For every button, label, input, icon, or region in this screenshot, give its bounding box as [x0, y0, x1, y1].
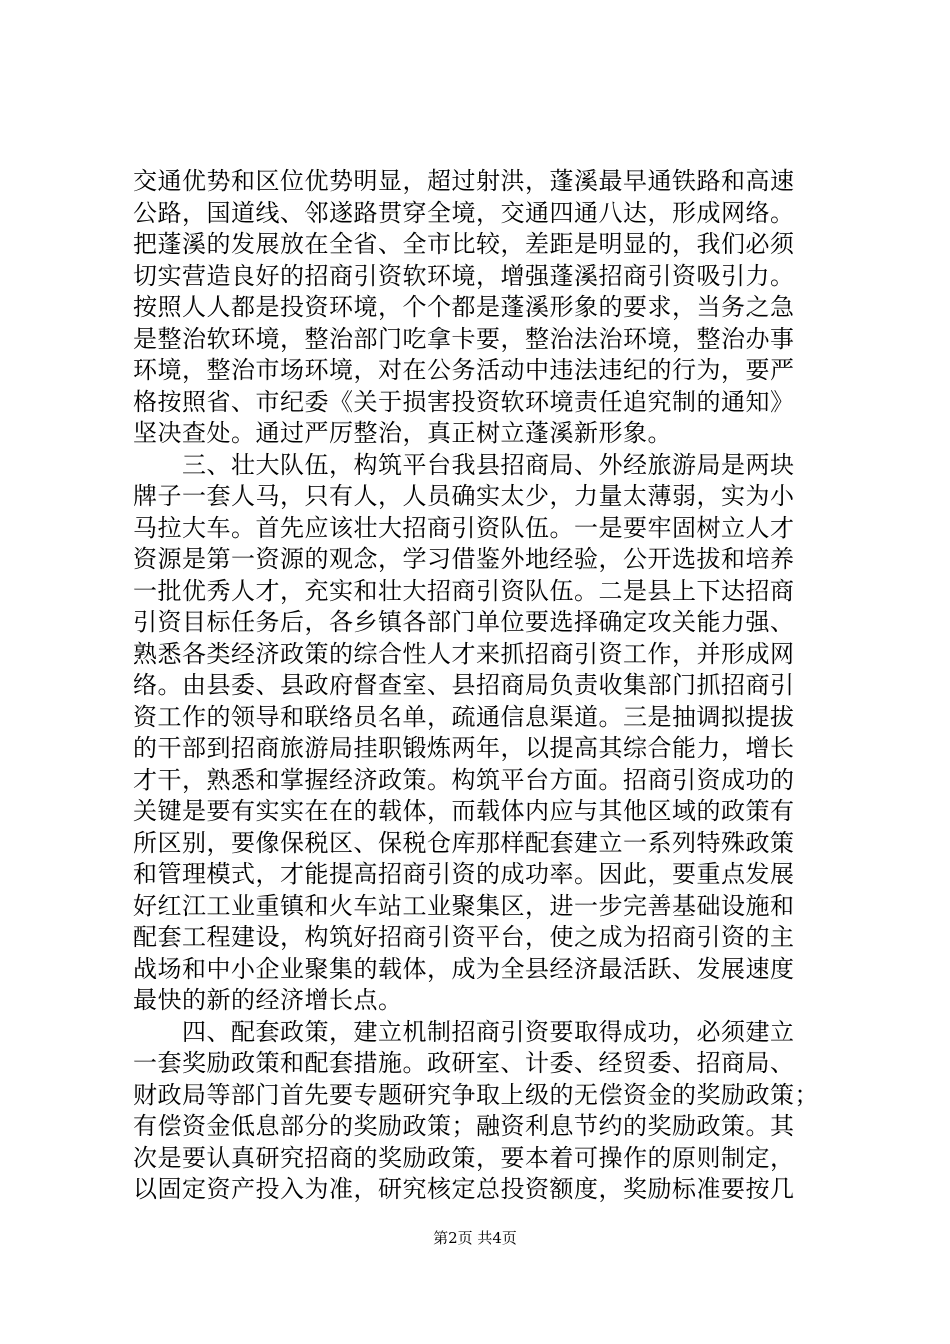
- text-line: 牌子一套人马，只有人，人员确实太少，力量太薄弱，实为小: [133, 482, 795, 510]
- text-line: 三、壮大队伍，构筑平台我县招商局、外经旅游局是两块: [133, 450, 795, 479]
- text-line: 格按照省、市纪委《关于损害投资软环境责任追究制的通知》: [133, 387, 795, 416]
- text-line: 切实营造良好的招商引资软环境，增强蓬溪招商引资吸引力。: [133, 261, 795, 290]
- text-line: 公路，国道线、邻遂路贯穿全境，交通四通八达，形成网络。: [133, 198, 795, 227]
- text-line: 把蓬溪的发展放在全省、全市比较，差距是明显的，我们必须: [133, 230, 795, 258]
- text-line: 熟悉各类经济政策的综合性人才来抓招商引资工作，并形成网: [133, 639, 795, 668]
- text-line: 坚决查处。通过严厉整治，真正树立蓬溪新形象。: [133, 419, 672, 447]
- text-line: 交通优势和区位优势明显，超过射洪，蓬溪最早通铁路和高速: [133, 167, 795, 195]
- text-line: 才干，熟悉和掌握经济政策。构筑平台方面。招商引资成功的: [133, 765, 795, 794]
- text-line: 配套工程建设，构筑好招商引资平台，使之成为招商引资的主: [133, 923, 795, 951]
- text-line: 资工作的领导和联络员名单，疏通信息渠道。三是抽调拟提拔: [133, 702, 795, 731]
- page-number-footer: 第2页 共4页: [433, 1229, 517, 1247]
- text-line: 马拉大车。首先应该壮大招商引资队伍。一是要牢固树立人才: [133, 513, 795, 542]
- text-line: 引资目标任务后，各乡镇各部门单位要选择确定攻关能力强、: [133, 608, 795, 636]
- text-line: 次是要认真研究招商的奖励政策，要本着可操作的原则制定，: [133, 1143, 795, 1172]
- text-line: 资源是第一资源的观念，学习借鉴外地经验，公开选拔和培养: [133, 545, 795, 573]
- text-line: 最快的新的经济增长点。: [133, 986, 403, 1014]
- text-line: 财政局等部门首先要专题研究争取上级的无偿资金的奖励政策；: [133, 1080, 819, 1109]
- text-line: 一套奖励政策和配套措施。政研室、计委、经贸委、招商局、: [133, 1049, 795, 1077]
- text-line: 四、配套政策，建立机制招商引资要取得成功，必须建立: [133, 1017, 795, 1046]
- text-line: 的干部到招商旅游局挂职锻炼两年，以提高其综合能力，增长: [133, 734, 795, 762]
- text-line: 和管理模式，才能提高招商引资的成功率。因此，要重点发展: [133, 860, 795, 888]
- text-line: 以固定资产投入为准，研究核定总投资额度，奖励标准要按几: [133, 1175, 795, 1203]
- text-line: 按照人人都是投资环境，个个都是蓬溪形象的要求，当务之急: [133, 293, 795, 321]
- text-line: 一批优秀人才，充实和壮大招商引资队伍。二是县上下达招商: [133, 576, 795, 605]
- text-line: 是整治软环境，整治部门吃拿卡要，整治法治环境，整治办事: [133, 324, 795, 353]
- text-line: 环境，整治市场环境，对在公务活动中违法违纪的行为，要严: [133, 356, 795, 384]
- text-line: 所区别，要像保税区、保税仓库那样配套建立一系列特殊政策: [133, 828, 795, 857]
- text-line: 战场和中小企业聚集的载体，成为全县经济最活跃、发展速度: [133, 954, 795, 983]
- text-line: 有偿资金低息部分的奖励政策；融资利息节约的奖励政策。其: [133, 1112, 795, 1140]
- text-line: 络。由县委、县政府督查室、县招商局负责收集部门抓招商引: [133, 671, 795, 699]
- text-line: 关键是要有实实在在的载体，而载体内应与其他区域的政策有: [133, 797, 795, 825]
- text-line: 好红江工业重镇和火车站工业聚集区，进一步完善基础设施和: [133, 891, 795, 920]
- body-text: [133, 166, 823, 1206]
